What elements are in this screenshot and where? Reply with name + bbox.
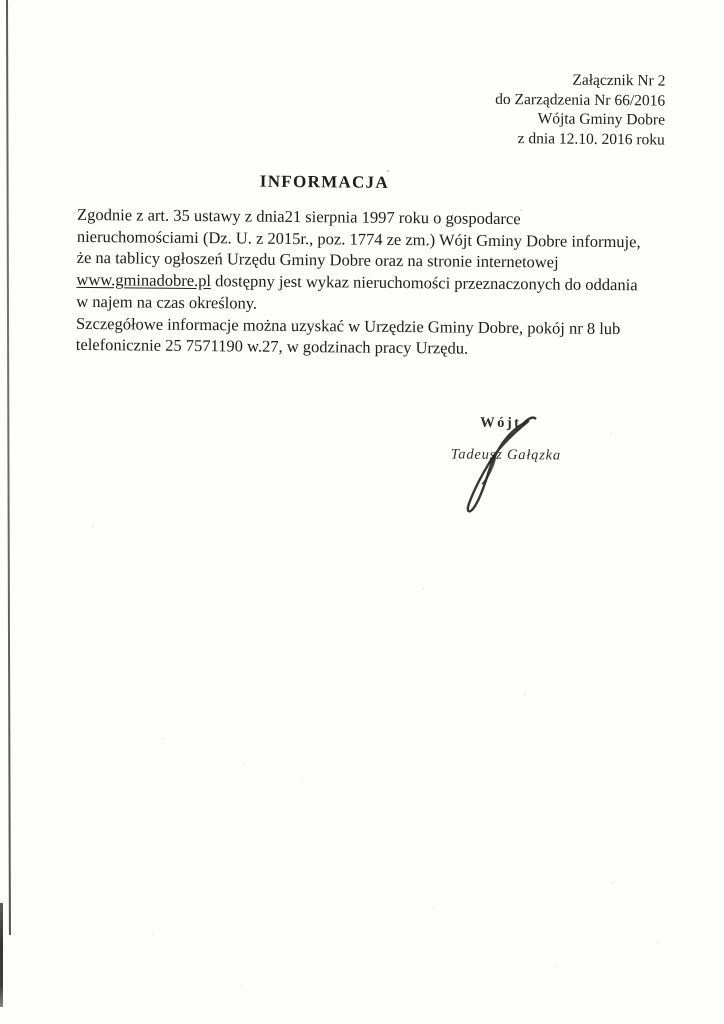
body-line: że na tablicy ogłoszeń Urzędu Gminy Dobre oraz na stronie internetowej xyxy=(76,248,559,272)
attachment-line: Wójta Gminy Dobre xyxy=(537,110,666,129)
body-line-rest: dostępny jest wykaz nieruchomości przeznaczonych do oddania xyxy=(210,271,638,295)
scan-artifact-bottom-left-smudge xyxy=(0,903,3,1007)
body-line: telefonicznie 25 7571190 w.27, w godzinach pracy Urzędu. xyxy=(75,335,469,358)
body-line: Szczegółowe informacje można uzyskać w Urzędzie Gminy Dobre, pokój nr 8 lub xyxy=(75,313,621,338)
signature-role: Wójt xyxy=(480,414,522,432)
attachment-reference-block xyxy=(495,70,666,150)
attachment-line: z dnia 12.10. 2016 roku xyxy=(517,129,665,149)
body-line: Zgodnie z art. 35 ustawy z dnia21 sierpnia 1997 roku o gospodarce xyxy=(77,204,521,229)
attachment-line: do Zarządzenia Nr 66/2016 xyxy=(495,90,666,110)
website-url: www.gminadobre.pl xyxy=(76,269,212,291)
body-line: nieruchomościami (Dz. U. z 2015r., poz. 1774 ze zm.) Wójt Gminy Dobre informuje, xyxy=(76,226,641,251)
body-text xyxy=(76,204,687,362)
handwritten-signature xyxy=(436,393,547,524)
signature-name: Tadeusz Gałązka xyxy=(450,446,562,464)
document-title: INFORMACJA xyxy=(259,171,390,192)
body-line: w najem na czas określony. xyxy=(76,291,258,313)
scan-noise-speckles xyxy=(0,0,2,2)
attachment-line: Załącznik Nr 2 xyxy=(572,71,666,90)
